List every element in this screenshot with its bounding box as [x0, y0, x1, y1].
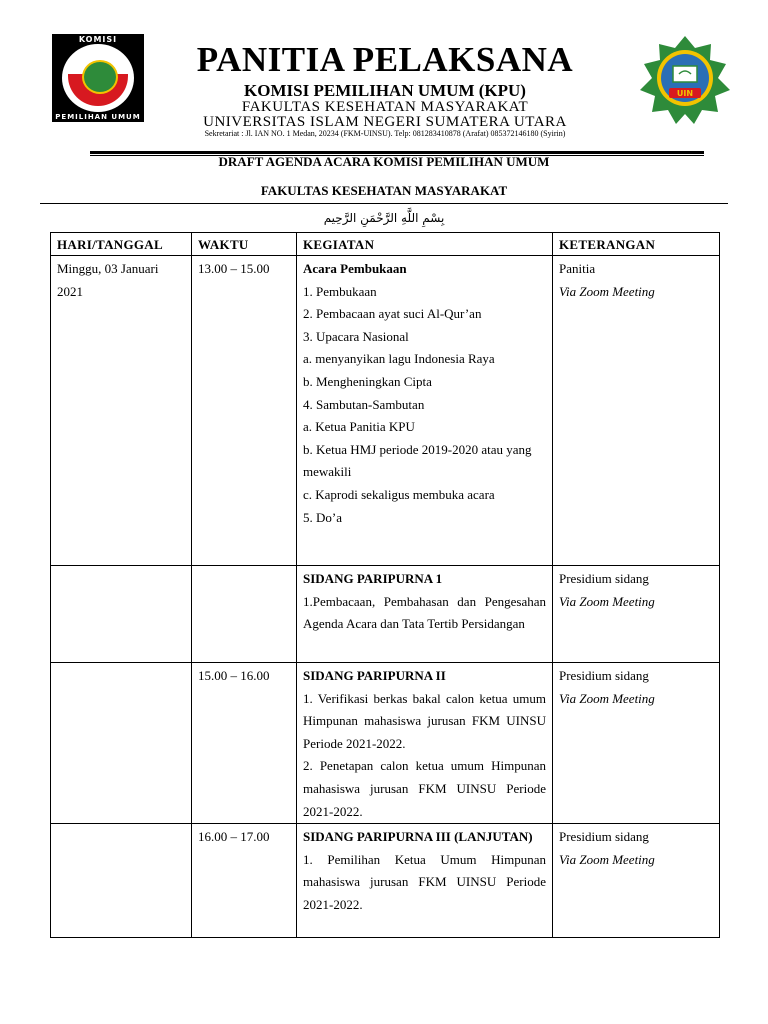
activity-item: b. Ketua HMJ periode 2019-2020 atau yang mewakili — [303, 441, 532, 480]
agenda-table — [50, 232, 720, 938]
column-header-time: WAKTU — [192, 233, 297, 256]
cell-notes — [553, 256, 720, 566]
table-row — [51, 256, 720, 566]
column-header-notes: KETERANGAN — [553, 233, 720, 256]
activity-item: 1. Pemilihan Ketua Umum Himpunan mahasiswa jurusan FKM UINSU Periode 2021-2022. — [303, 851, 546, 912]
venue-text: Via Zoom Meeting — [559, 851, 655, 867]
page-title: PANITIA PELAKSANA — [196, 40, 574, 79]
cell-day — [51, 566, 192, 663]
table-row — [51, 824, 720, 938]
bismillah-text: بِسْمِ اللَّهِ الرَّحْمَنِ الرَّحِيم — [323, 211, 445, 225]
kpu-logo — [52, 34, 144, 122]
university-name: UNIVERSITAS ISLAM NEGERI SUMATERA UTARA — [203, 114, 567, 130]
venue-text: Via Zoom Meeting — [559, 593, 655, 609]
document-subtitle: FAKULTAS KESEHATAN MASYARAKAT — [260, 183, 508, 198]
cell-activity — [297, 566, 553, 663]
cell-activity — [297, 663, 553, 824]
cell-notes — [553, 663, 720, 824]
day-text: Minggu, 03 Januari 2021 — [57, 261, 159, 299]
table-row — [51, 566, 720, 663]
venue-text: Via Zoom Meeting — [559, 690, 655, 706]
activity-title: SIDANG PARIPURNA 1 — [303, 571, 443, 586]
cell-time — [192, 256, 297, 566]
column-header-day: HARI/TANGGAL — [51, 233, 192, 256]
time-text: 15.00 – 16.00 — [198, 668, 270, 683]
kpu-logo-bottom-text: PEMILIHAN UMUM — [55, 113, 141, 121]
cell-notes — [553, 824, 720, 938]
title-divider — [40, 203, 728, 204]
activity-item: 1. Verifikasi berkas bakal calon ketua umum Himpunan mahasiswa jurusan FKM UINSU Periode 2021-2022. — [303, 690, 546, 751]
activity-item: a. Ketua Panitia KPU — [303, 419, 415, 435]
activity-item: 1. Pembukaan — [303, 283, 377, 299]
document-title: DRAFT AGENDA ACARA KOMISI PEMILIHAN UMUM — [218, 154, 550, 169]
time-text: 13.00 – 15.00 — [198, 261, 270, 276]
secretariat-address: Sekretariat : Jl. IAN NO. 1 Medan, 20234 (FKM-UINSU). Telp: 081283410878 (Arafat) 085372146180 (Syirin) — [204, 129, 566, 138]
kpu-logo-top-text: KOMISI — [78, 35, 118, 44]
activity-item: a. menyanyikan lagu Indonesia Raya — [303, 351, 495, 367]
activity-item: 4. Sambutan-Sambutan — [303, 396, 425, 412]
svg-text:UIN: UIN — [676, 89, 694, 98]
cell-time — [192, 566, 297, 663]
activity-title: SIDANG PARIPURNA II — [303, 668, 446, 683]
activity-title: Acara Pembukaan — [303, 261, 407, 276]
note-text: Presidium sidang — [559, 829, 649, 845]
cell-notes — [553, 566, 720, 663]
activity-item: 3. Upacara Nasional — [303, 328, 409, 344]
cell-activity — [297, 824, 553, 938]
cell-day — [51, 824, 192, 938]
faculty-name: FAKULTAS KESEHATAN MASYARAKAT — [241, 99, 529, 115]
table-row — [51, 663, 720, 824]
uin-logo — [632, 34, 738, 124]
cell-day — [51, 256, 192, 566]
column-header-activity: KEGIATAN — [297, 233, 553, 256]
activity-item: 2. Penetapan calon ketua umum Himpunan mahasiswa jurusan FKM UINSU Periode 2021-2022. — [303, 758, 546, 819]
cell-time — [192, 824, 297, 938]
activity-item: 2. Pembacaan ayat suci Al-Qur’an — [303, 306, 482, 322]
note-text: Panitia — [559, 261, 596, 276]
table-header-row — [51, 233, 720, 256]
note-text: Presidium sidang — [559, 571, 649, 586]
note-text: Presidium sidang — [559, 668, 649, 683]
activity-item: c. Kaprodi sekaligus membuka acara — [303, 486, 495, 502]
cell-activity — [297, 256, 553, 566]
venue-text: Via Zoom Meeting — [559, 283, 655, 299]
cell-day — [51, 663, 192, 824]
activity-item: 1.Pembacaan, Pembahasan dan Pengesahan Agenda Acara dan Tata Tertib Persidangan — [303, 593, 546, 632]
activity-item: b. Mengheningkan Cipta — [303, 373, 432, 389]
activity-title: SIDANG PARIPURNA III (LANJUTAN) — [303, 829, 533, 845]
uin-logo-icon — [632, 34, 738, 124]
organization-name: KOMISI PEMILIHAN UMUM (KPU) — [244, 81, 526, 100]
time-text: 16.00 – 17.00 — [198, 829, 270, 845]
cell-time — [192, 663, 297, 824]
activity-item: 5. Do’a — [303, 509, 342, 525]
